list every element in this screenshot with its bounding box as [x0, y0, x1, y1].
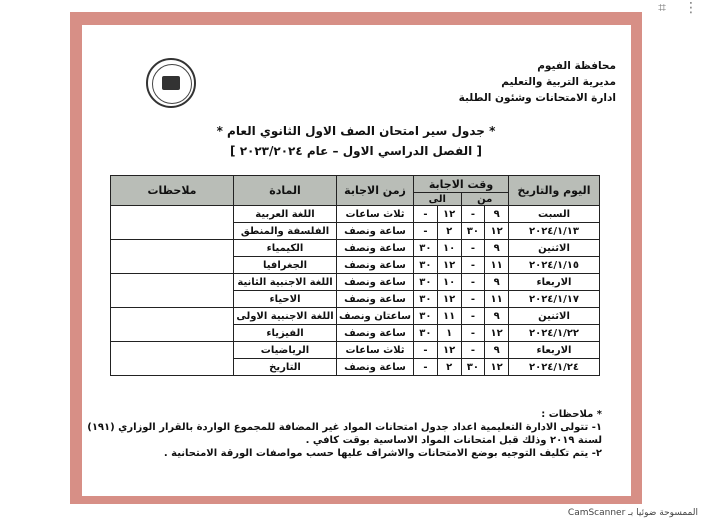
note-item-2: ٢- يتم تكليف التوجيه بوضع الامتحانات والاشراف عليها حسب مواصفات الورقة الامتحانية .: [163, 448, 602, 459]
to-minute-cell: ٣٠: [414, 240, 438, 257]
from-hour-cell: ٩: [485, 308, 509, 325]
to-minute-cell: ٣٠: [414, 291, 438, 308]
to-minute-cell: -: [414, 223, 438, 240]
subject-cell: اللغة العربية: [234, 206, 337, 223]
menu-dots-icon[interactable]: ⋮: [684, 0, 698, 16]
subject-cell: الكيمياء: [234, 240, 337, 257]
subject-cell: اللغة الاجنبية الثانية: [234, 274, 337, 291]
notes-cell: [111, 308, 234, 342]
to-hour-cell: ١٠: [437, 274, 461, 291]
from-minute-cell: ٣٠: [461, 359, 485, 376]
notes-cell: [111, 206, 234, 240]
to-hour-cell: ١٢: [437, 342, 461, 359]
duration-cell: ساعة ونصف: [337, 291, 414, 308]
notes-heading: * ملاحظات :: [541, 409, 602, 420]
page-subtitle: [ الفصل الدراسي الاول – عام ٢٠٢٣/٢٠٢٤ ]: [230, 144, 482, 158]
duration-cell: ساعة ونصف: [337, 240, 414, 257]
from-minute-cell: -: [461, 325, 485, 342]
from-minute-cell: -: [461, 206, 485, 223]
governorate-label: محافظة الفيوم: [537, 60, 616, 72]
document-header: [459, 58, 616, 106]
duration-cell: ثلاث ساعات: [337, 342, 414, 359]
to-hour-cell: ٢: [437, 359, 461, 376]
notes-section: [82, 408, 602, 460]
from-hour-cell: ١٢: [485, 325, 509, 342]
notes-cell: [111, 240, 234, 274]
table-row: [111, 206, 600, 223]
department-label: ادارة الامتحانات وشئون الطلبة: [458, 92, 616, 104]
header-duration: زمن الاجابة: [337, 176, 414, 206]
to-hour-cell: ١٢: [437, 206, 461, 223]
to-hour-cell: ١٢: [437, 257, 461, 274]
day-cell: الاربعاء: [509, 274, 600, 291]
to-hour-cell: ١١: [437, 308, 461, 325]
header-from: من: [461, 193, 508, 206]
day-cell: ٢٠٢٤/١/١٥: [509, 257, 600, 274]
table-row: [111, 274, 600, 291]
day-cell: ٢٠٢٤/١/١٧: [509, 291, 600, 308]
from-hour-cell: ١٢: [485, 223, 509, 240]
notes-cell: [111, 342, 234, 376]
from-minute-cell: -: [461, 308, 485, 325]
subject-cell: الاحياء: [234, 291, 337, 308]
to-minute-cell: ٣٠: [414, 308, 438, 325]
subject-cell: الفيزياء: [234, 325, 337, 342]
from-hour-cell: ٩: [485, 240, 509, 257]
from-minute-cell: -: [461, 240, 485, 257]
from-minute-cell: -: [461, 291, 485, 308]
header-notes: ملاحظات: [111, 176, 234, 206]
crop-icon[interactable]: ⌗: [658, 0, 666, 16]
camscanner-footer: الممسوحة ضوئيا بـ CamScanner: [567, 508, 698, 518]
from-hour-cell: ١١: [485, 257, 509, 274]
day-cell: الاربعاء: [509, 342, 600, 359]
to-minute-cell: -: [414, 342, 438, 359]
table-row: [111, 308, 600, 325]
day-cell: الاثنين: [509, 308, 600, 325]
subject-cell: الرياضيات: [234, 342, 337, 359]
from-hour-cell: ٩: [485, 342, 509, 359]
table-row: [111, 342, 600, 359]
from-minute-cell: ٣٠: [461, 223, 485, 240]
ministry-seal-logo: [146, 58, 196, 108]
subject-cell: التاريخ: [234, 359, 337, 376]
exam-schedule-table: [110, 175, 600, 376]
duration-cell: ساعة ونصف: [337, 325, 414, 342]
subject-cell: اللغة الاجنبية الاولى: [234, 308, 337, 325]
page-title: * جدول سير امتحان الصف الاول الثانوي العام *: [216, 124, 496, 138]
header-subject: المادة: [234, 176, 337, 206]
from-minute-cell: -: [461, 274, 485, 291]
from-hour-cell: ١٢: [485, 359, 509, 376]
to-minute-cell: ٣٠: [414, 274, 438, 291]
duration-cell: ساعة ونصف: [337, 274, 414, 291]
duration-cell: ثلاث ساعات: [337, 206, 414, 223]
duration-cell: ساعتان ونصف: [337, 308, 414, 325]
notes-cell: [111, 274, 234, 308]
header-time: وقت الاجابة: [414, 176, 509, 193]
to-minute-cell: -: [414, 359, 438, 376]
from-hour-cell: ١١: [485, 291, 509, 308]
day-cell: ٢٠٢٤/١/٢٤: [509, 359, 600, 376]
to-hour-cell: ١٢: [437, 291, 461, 308]
directorate-label: مديرية التربية والتعليم: [501, 76, 616, 88]
to-hour-cell: ٢: [437, 223, 461, 240]
table-row: [111, 240, 600, 257]
day-cell: ٢٠٢٤/١/١٣: [509, 223, 600, 240]
top-toolbar: [658, 0, 698, 16]
subject-cell: الفلسفة والمنطق: [234, 223, 337, 240]
day-cell: ٢٠٢٤/١/٢٢: [509, 325, 600, 342]
from-hour-cell: ٩: [485, 206, 509, 223]
to-minute-cell: -: [414, 206, 438, 223]
day-cell: السبت: [509, 206, 600, 223]
header-to: الى: [414, 193, 462, 206]
from-minute-cell: -: [461, 342, 485, 359]
from-minute-cell: -: [461, 257, 485, 274]
duration-cell: ساعة ونصف: [337, 257, 414, 274]
to-hour-cell: ١٠: [437, 240, 461, 257]
note-item-1: ١- تتولى الادارة التعليمية اعداد جدول امتحانات المواد غير المضافة للمجموع الواردة بالقرار الوزاري (١٩١) لسنة ٢٠١٩ وذلك قبل امتحانات المواد الاساسية بوقت كافي .: [87, 422, 602, 446]
subject-cell: الجغرافيا: [234, 257, 337, 274]
from-hour-cell: ٩: [485, 274, 509, 291]
header-day: اليوم والتاريخ: [509, 176, 600, 206]
to-minute-cell: ٣٠: [414, 257, 438, 274]
duration-cell: ساعة ونصف: [337, 359, 414, 376]
duration-cell: ساعة ونصف: [337, 223, 414, 240]
to-minute-cell: ٣٠: [414, 325, 438, 342]
to-hour-cell: ١: [437, 325, 461, 342]
day-cell: الاثنين: [509, 240, 600, 257]
